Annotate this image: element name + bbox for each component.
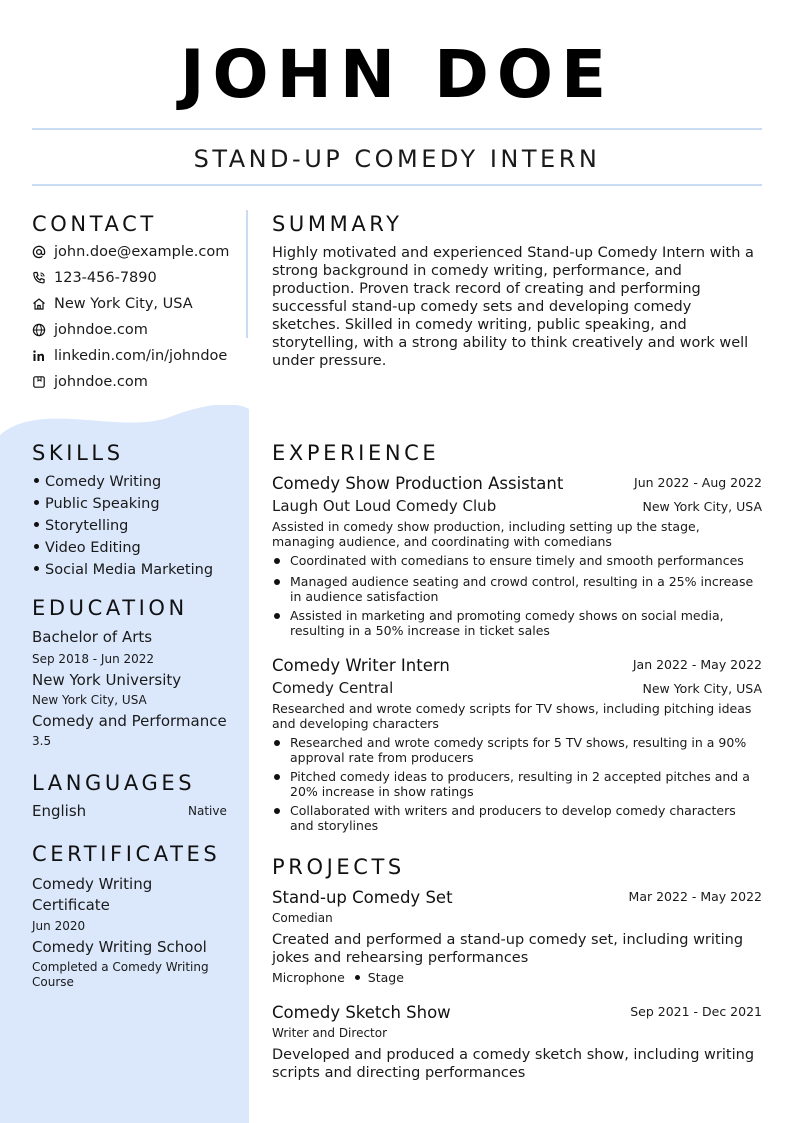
- contact-website[interactable]: [32, 320, 148, 340]
- contact-website-text: johndoe.com: [54, 322, 148, 338]
- project-role-1: Comedian: [272, 911, 333, 925]
- contact-heading: CONTACT: [32, 212, 157, 236]
- job-location-1: New York City, USA: [642, 499, 762, 514]
- job-description-2: Researched and wrote comedy scripts for TV shows, including pitching ideas and developing characters: [272, 701, 752, 731]
- project-dates-2: Sep 2021 - Dec 2021: [630, 1004, 762, 1019]
- resume-name: JOHN DOE: [179, 36, 615, 113]
- project-description-2: Developed and produced a comedy sketch show, including writing scripts and directing performances: [272, 1047, 755, 1081]
- linkedin-icon: [32, 349, 46, 363]
- projects-heading: PROJECTS: [272, 855, 405, 879]
- header-divider-top: [32, 128, 762, 130]
- project-title-1: Stand-up Comedy Set: [272, 888, 453, 907]
- contact-location-text: New York City, USA: [54, 296, 193, 312]
- job-bullet: Assisted in marketing and promoting comedy shows on social media, resulting in a 50% increase in ticket sales: [272, 608, 762, 638]
- education-dates: Sep 2018 - Jun 2022: [32, 652, 155, 666]
- contact-location: [32, 294, 193, 314]
- contact-linkedin-text: linkedin.com/in/johndoe: [54, 348, 228, 364]
- contact-portfolio-text: johndoe.com: [54, 374, 148, 390]
- phone-icon: [32, 271, 46, 285]
- project-dates-1: Mar 2022 - May 2022: [628, 889, 762, 904]
- education-school: New York University: [32, 671, 182, 689]
- certificate-description: Completed a Comedy Writing: [32, 960, 209, 974]
- skill-item: Public Speaking: [32, 495, 160, 513]
- language-name: English: [32, 802, 87, 820]
- job-bullet: Researched and wrote comedy scripts for 5 TV shows, resulting in a 90% approval rate from producers: [272, 735, 762, 765]
- project-title-2: Comedy Sketch Show: [272, 1003, 451, 1022]
- education-location: New York City, USA: [32, 693, 147, 707]
- globe-icon: [32, 323, 46, 337]
- job-company-2: Comedy Central: [272, 679, 394, 697]
- header-divider-bottom: [32, 184, 762, 186]
- certificate-description-cont: Course: [32, 975, 74, 989]
- job-bullet: Collaborated with writers and producers to develop comedy characters and storylines: [272, 803, 762, 833]
- contact-email-text: john.doe@example.com: [54, 244, 230, 260]
- contact-linkedin[interactable]: [32, 346, 227, 366]
- certificate-title-cont: Certificate: [32, 896, 110, 914]
- job-dates-1: Jun 2022 - Aug 2022: [634, 475, 762, 490]
- job-title-1: Comedy Show Production Assistant: [272, 474, 564, 493]
- project-role-2: Writer and Director: [272, 1026, 388, 1040]
- skill-item: Video Editing: [32, 539, 141, 557]
- summary-text: Highly motivated and experienced Stand-up Comedy Intern with a strong background in comedy writing, performance, and production. Proven track record of creating and performing successful stand-up comedy sets and developing comedy sketches. Skilled in comedy writing, public speaking, and storytelling, with a strong ability to think creatively and work well under pressure.: [272, 245, 754, 369]
- certificates-heading: CERTIFICATES: [32, 842, 221, 866]
- certificate-date: Jun 2020: [32, 919, 86, 933]
- education-degree: Bachelor of Arts: [32, 628, 153, 646]
- skills-heading: SKILLS: [32, 441, 124, 465]
- project-description-1: Created and performed a stand-up comedy set, including writing jokes and rehearsing performances: [272, 932, 744, 966]
- contact-email[interactable]: [32, 242, 229, 262]
- contact-phone-text: 123-456-7890: [54, 270, 157, 286]
- project-tag: Microphone: [272, 970, 345, 985]
- project-tag: Stage: [367, 970, 404, 985]
- home-icon: [32, 297, 46, 311]
- languages-heading: LANGUAGES: [32, 771, 196, 795]
- job-company-1: Laugh Out Loud Comedy Club: [272, 497, 497, 515]
- language-level: Native: [188, 804, 227, 818]
- column-divider: [246, 210, 248, 338]
- summary-heading: SUMMARY: [272, 212, 403, 236]
- portfolio-icon: [32, 375, 46, 389]
- skill-item: Storytelling: [32, 517, 128, 535]
- skill-item: Social Media Marketing: [32, 561, 213, 579]
- job-bullet: Pitched comedy ideas to producers, resulting in 2 accepted pitches and a 20% increase in show ratings: [272, 769, 762, 799]
- job-description-1: Assisted in comedy show production, including setting up the stage, managing audience, and coordinating with comedians: [272, 519, 700, 549]
- education-heading: EDUCATION: [32, 596, 188, 620]
- certificate-issuer: Comedy Writing School: [32, 938, 207, 956]
- job-title-2: Comedy Writer Intern: [272, 656, 450, 675]
- education-field: Comedy and Performance: [32, 712, 227, 730]
- contact-phone[interactable]: [32, 268, 157, 288]
- education-gpa: 3.5: [32, 734, 52, 748]
- job-bullet: Managed audience seating and crowd control, resulting in a 25% increase in audience satisfaction: [272, 574, 762, 604]
- contact-portfolio[interactable]: [32, 372, 148, 392]
- job-bullet: Coordinated with comedians to ensure timely and smooth performances: [272, 553, 762, 568]
- experience-heading: EXPERIENCE: [272, 441, 440, 465]
- job-dates-2: Jan 2022 - May 2022: [632, 657, 762, 672]
- skill-item: Comedy Writing: [32, 473, 161, 491]
- job-title: STAND-UP COMEDY INTERN: [193, 145, 601, 173]
- job-location-2: New York City, USA: [642, 681, 762, 696]
- project-tags: [272, 970, 404, 986]
- at-icon: [32, 245, 46, 259]
- certificate-title: Comedy Writing: [32, 875, 153, 893]
